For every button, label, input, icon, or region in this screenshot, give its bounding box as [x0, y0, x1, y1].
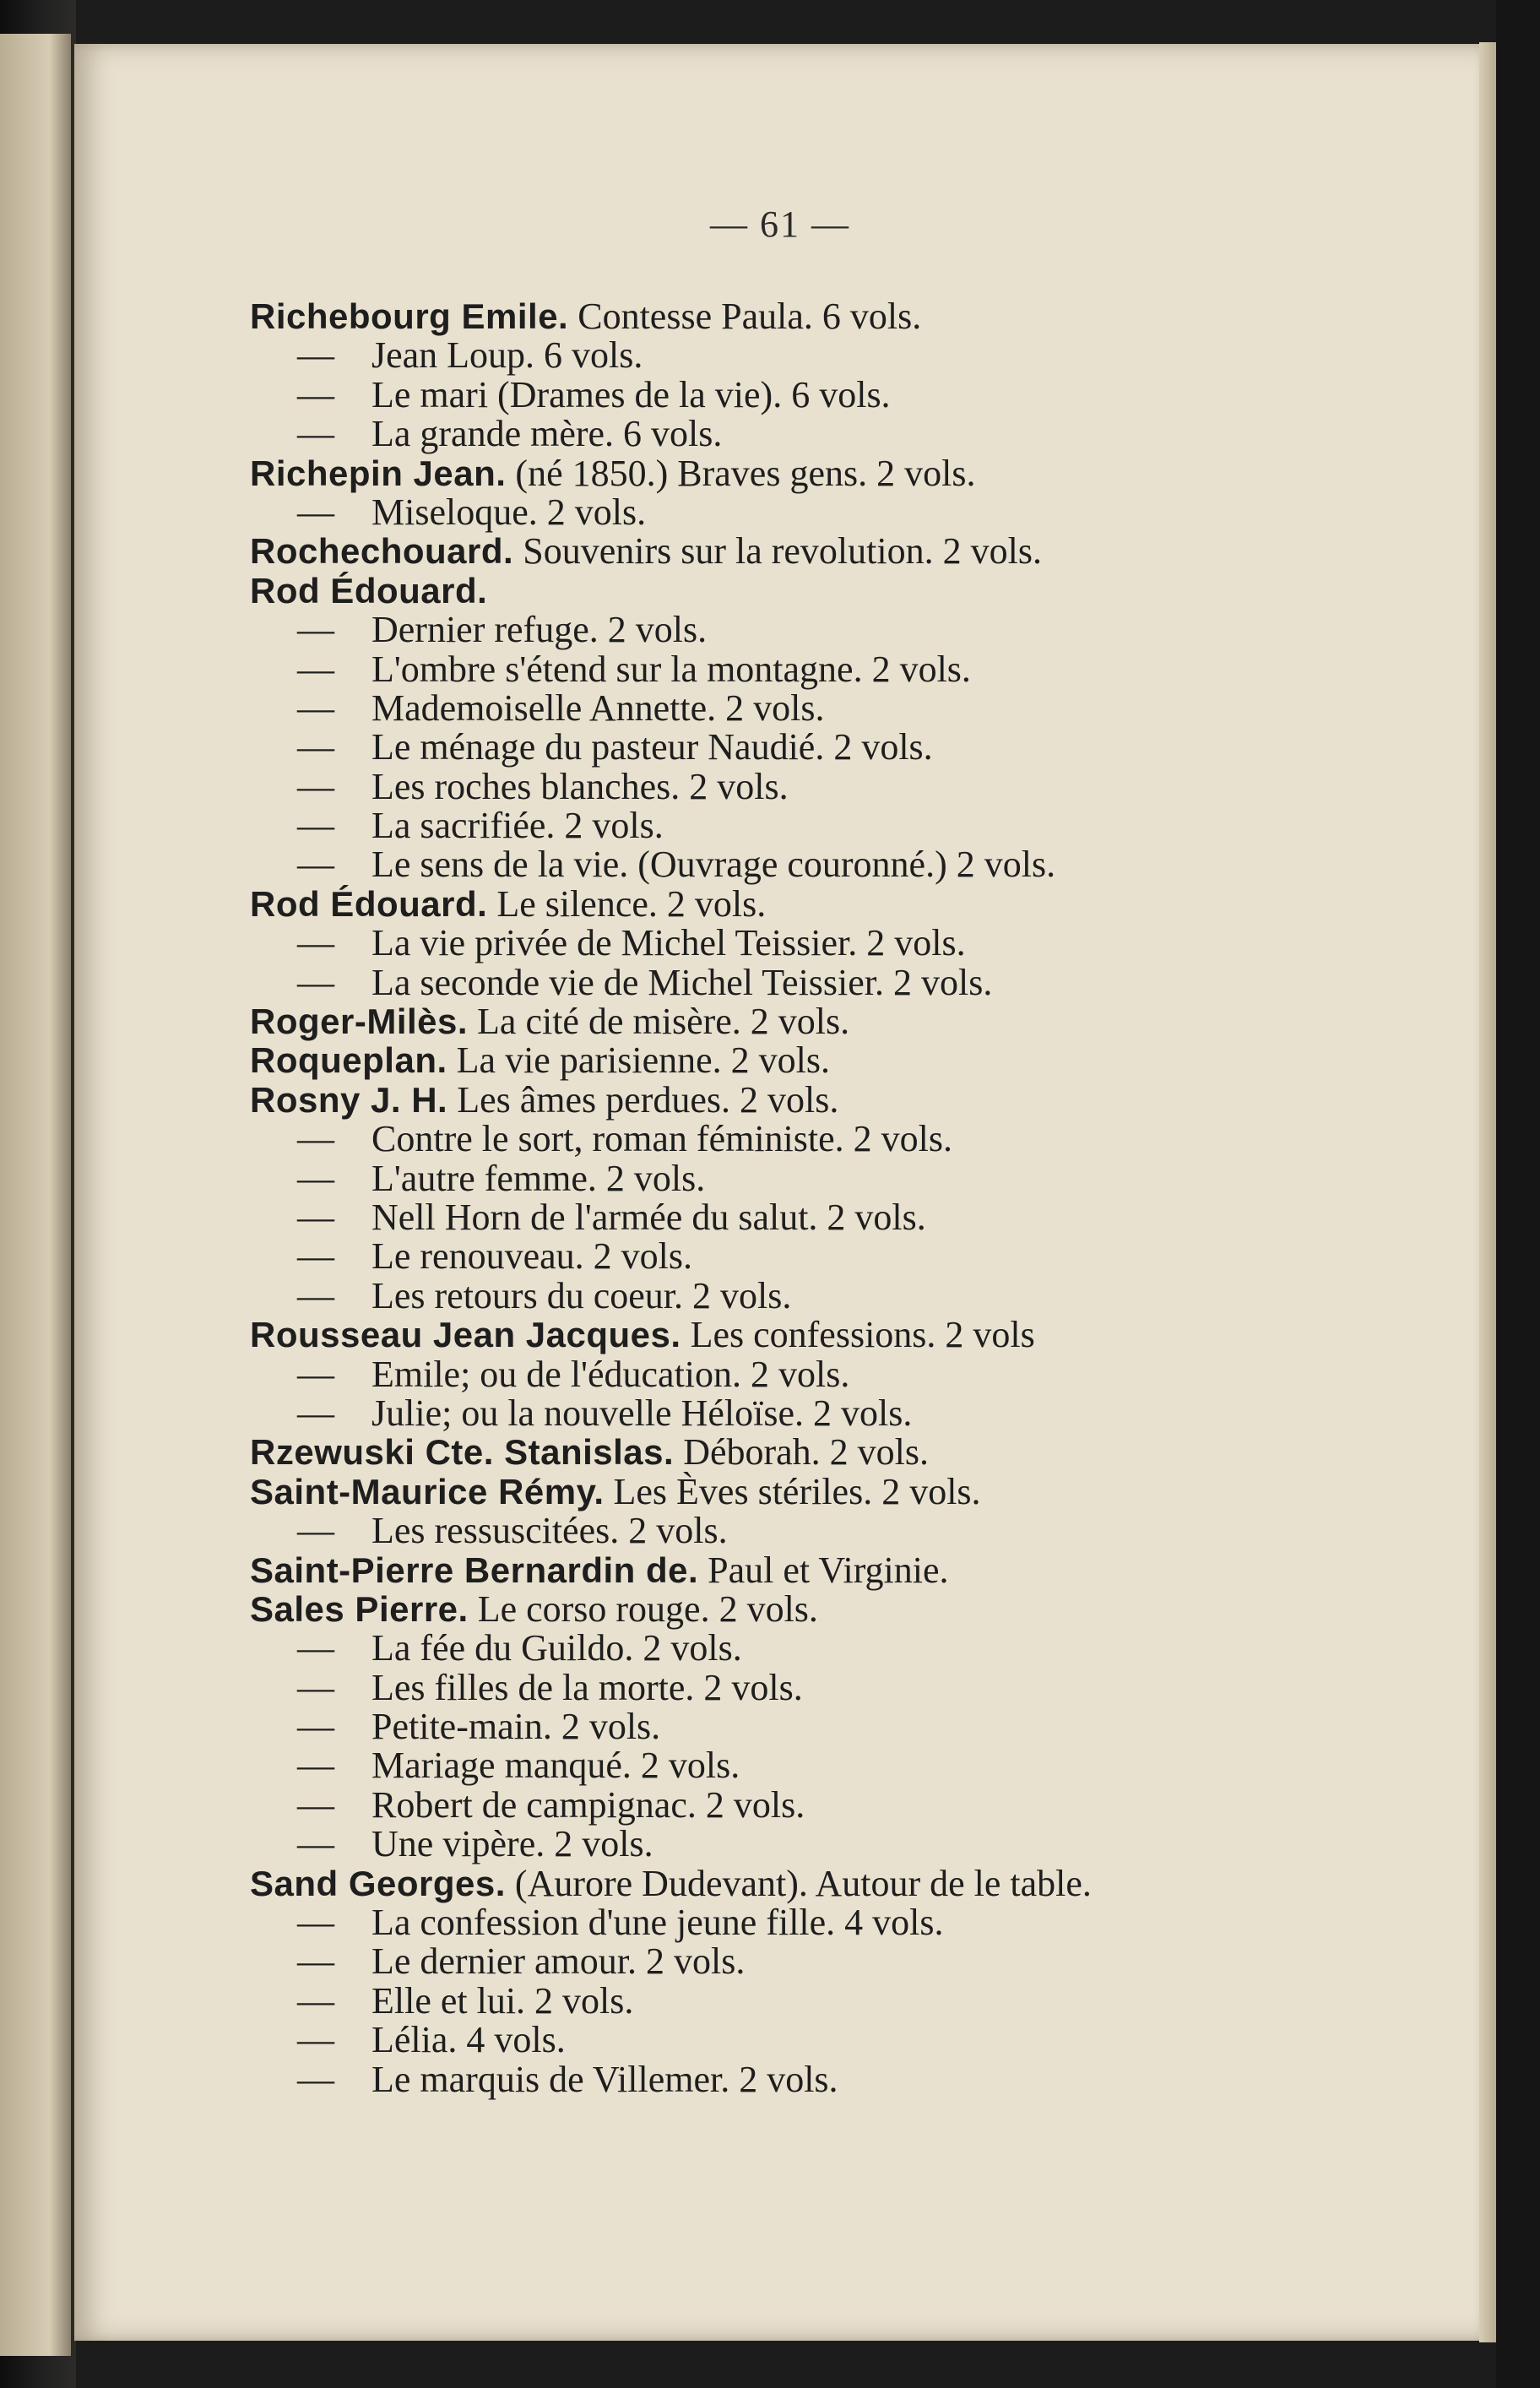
entry-text: Le silence. 2 vols.: [496, 882, 767, 925]
title-entry: [250, 2060, 1516, 2099]
catalog-entries: [250, 297, 1516, 2099]
ditto-dash: —: [297, 2019, 334, 2061]
ditto-dash: —: [297, 1706, 334, 1748]
title-entry: [250, 1198, 1516, 1237]
ditto-dash: —: [297, 1235, 334, 1278]
entry-text: Les confessions. 2 vols: [690, 1314, 1035, 1356]
title-entry: [250, 1979, 1516, 2022]
entry-text: Robert de campignac. 2 vols.: [371, 1783, 805, 1826]
ditto-dash: —: [297, 1196, 334, 1238]
title-entry: [250, 2021, 1516, 2060]
author-name: Richebourg Emile.: [250, 296, 569, 336]
entry-text: Souvenirs sur la revolution. 2 vols.: [523, 530, 1042, 573]
entry-text: La fée du Guildo. 2 vols.: [371, 1627, 742, 1669]
ditto-dash: —: [297, 687, 334, 729]
author-entry: [250, 1551, 1516, 1590]
entry-text: Mademoiselle Annette. 2 vols.: [371, 687, 825, 729]
entry-text: Dernier refuge. 2 vols.: [371, 609, 708, 651]
entry-text: Les ressuscitées. 2 vols.: [371, 1510, 728, 1552]
title-entry: [250, 806, 1516, 845]
title-entry: [250, 1707, 1516, 1746]
title-entry: [250, 1355, 1516, 1394]
page-number: — 61 —: [710, 204, 850, 245]
entry-text: Le sens de la vie. (Ouvrage couronné.) 2 vols.: [371, 844, 1056, 886]
ditto-dash: —: [297, 1940, 334, 1983]
cover-leather: [1496, 0, 1540, 2388]
ditto-dash: —: [297, 844, 334, 886]
author-entry: [250, 1470, 1516, 1512]
author-name: Rzewuski Cte. Stanislas.: [250, 1432, 675, 1473]
author-entry: [250, 1041, 1516, 1080]
ditto-dash: —: [297, 1627, 334, 1669]
ditto-dash: —: [297, 491, 334, 533]
ditto-dash: —: [297, 1745, 334, 1787]
entry-text: (né 1850.) Braves gens. 2 vols.: [515, 452, 976, 494]
entry-text: Le corso rouge. 2 vols.: [477, 1587, 818, 1630]
entry-text: Miseloque. 2 vols.: [371, 491, 647, 533]
title-entry: [250, 1237, 1516, 1276]
ditto-dash: —: [297, 1783, 334, 1826]
ditto-dash: —: [297, 609, 334, 651]
title-entry: [250, 1120, 1516, 1159]
entry-text: Contre le sort, roman féministe. 2 vols.: [371, 1118, 952, 1160]
ditto-dash: —: [297, 1392, 334, 1434]
book-page: [74, 44, 1486, 2341]
entry-text: Elle et lui. 2 vols.: [371, 1979, 634, 2022]
ditto-dash: —: [297, 2058, 334, 2100]
ditto-dash: —: [297, 413, 334, 455]
entry-text: La vie privée de Michel Teissier. 2 vols.: [371, 922, 966, 964]
entry-text: Le mari (Drames de la vie). 6 vols.: [371, 373, 891, 415]
author-name: Rod Édouard.: [250, 883, 488, 924]
ditto-dash: —: [297, 1510, 334, 1552]
entry-text: La seconde vie de Michel Teissier. 2 vols.: [371, 961, 993, 1003]
title-entry: [250, 1666, 1516, 1708]
ditto-dash: —: [297, 765, 334, 807]
entry-text: Déborah. 2 vols.: [683, 1431, 930, 1474]
author-entry: [250, 882, 1516, 925]
entry-text: Emile; ou de l'éducation. 2 vols.: [371, 1353, 850, 1395]
ditto-dash: —: [297, 334, 334, 377]
entry-text: (Aurore Dudevant). Autour de le table.: [514, 1862, 1092, 1904]
entry-text: Mariage manqué. 2 vols.: [371, 1745, 740, 1787]
ditto-dash: —: [297, 1274, 334, 1316]
ditto-dash: —: [297, 648, 334, 690]
title-entry: [250, 373, 1516, 415]
ditto-dash: —: [297, 1902, 334, 1944]
entry-text: Les filles de la morte. 2 vols.: [371, 1666, 803, 1708]
title-entry: [250, 336, 1516, 375]
author-entry: [250, 532, 1516, 571]
title-entry: [250, 493, 1516, 532]
author-entry: [250, 1433, 1516, 1472]
title-entry: [250, 1942, 1516, 1981]
title-entry: [250, 1274, 1516, 1316]
ditto-dash: —: [297, 373, 334, 415]
ditto-dash: —: [297, 922, 334, 964]
title-entry: [250, 924, 1516, 963]
ditto-dash: —: [297, 805, 334, 847]
entry-text: Lélia. 4 vols.: [371, 2019, 566, 2061]
author-name: Saint-Maurice Rémy.: [250, 1471, 605, 1511]
entry-text: La cité de misère. 2 vols.: [477, 1001, 850, 1043]
entry-text: Les âmes perdues. 2 vols.: [457, 1078, 839, 1121]
entry-text: Petite-main. 2 vols.: [371, 1706, 661, 1748]
author-entry: [250, 1078, 1516, 1121]
title-entry: [250, 1825, 1516, 1864]
author-name: Richepin Jean.: [250, 453, 507, 493]
title-entry: [250, 689, 1516, 728]
title-entry: [250, 963, 1516, 1002]
author-entry: [250, 297, 1516, 336]
entry-text: Julie; ou la nouvelle Héloïse. 2 vols.: [371, 1392, 913, 1434]
entry-text: La confession d'une jeune fille. 4 vols.: [371, 1902, 944, 1944]
author-name: Rochechouard.: [250, 531, 514, 572]
title-entry: [250, 765, 1516, 807]
title-entry: [250, 1511, 1516, 1550]
ditto-dash: —: [297, 1666, 334, 1708]
author-entry: [250, 572, 1516, 611]
entry-text: La grande mère. 6 vols.: [371, 413, 723, 455]
entry-text: Paul et Virginie.: [708, 1549, 949, 1591]
author-entry: [250, 1002, 1516, 1041]
entry-text: Le ménage du pasteur Naudié. 2 vols.: [371, 726, 933, 768]
entry-text: Les retours du coeur. 2 vols.: [371, 1274, 792, 1316]
author-entry: [250, 1587, 1516, 1630]
title-entry: [250, 1394, 1516, 1433]
entry-text: Une vipère. 2 vols.: [371, 1823, 653, 1865]
title-entry: [250, 1159, 1516, 1198]
ditto-dash: —: [297, 1118, 334, 1160]
author-name: Saint-Pierre Bernardin de.: [250, 1549, 699, 1590]
author-name: Rousseau Jean Jacques.: [250, 1315, 681, 1355]
entry-text: Contesse Paula. 6 vols.: [578, 296, 922, 337]
entry-text: Le dernier amour. 2 vols.: [371, 1940, 746, 1983]
author-entry: [250, 1316, 1516, 1354]
entry-text: Le marquis de Villemer. 2 vols.: [371, 2058, 838, 2100]
title-entry: [250, 1783, 1516, 1826]
title-entry: [250, 1903, 1516, 1942]
entry-text: Jean Loup. 6 vols.: [371, 334, 643, 377]
author-name: Roqueplan.: [250, 1040, 447, 1081]
page-stack-edge: [1479, 42, 1496, 2342]
entry-text: La vie parisienne. 2 vols.: [456, 1039, 830, 1082]
title-entry: [250, 728, 1516, 767]
title-entry: [250, 415, 1516, 453]
title-entry: [250, 1746, 1516, 1785]
entry-text: L'autre femme. 2 vols.: [371, 1157, 706, 1199]
entry-text: Le renouveau. 2 vols.: [371, 1235, 692, 1278]
ditto-dash: —: [297, 1157, 334, 1199]
title-entry: [250, 845, 1516, 884]
title-entry: [250, 650, 1516, 689]
author-name: Sand Georges.: [250, 1863, 506, 1903]
author-entry: [250, 454, 1516, 493]
ditto-dash: —: [297, 961, 334, 1003]
ditto-dash: —: [297, 726, 334, 768]
entry-text: Les Èves stériles. 2 vols.: [613, 1470, 981, 1512]
ditto-dash: —: [297, 1979, 334, 2022]
title-entry: [250, 1629, 1516, 1668]
author-name: Sales Pierre.: [250, 1588, 469, 1629]
entry-text: Les roches blanches. 2 vols.: [371, 765, 789, 807]
author-name: Rod Édouard.: [250, 570, 488, 611]
ditto-dash: —: [297, 1823, 334, 1865]
entry-text: L'ombre s'étend sur la montagne. 2 vols.: [371, 648, 971, 690]
title-entry: [250, 611, 1516, 649]
previous-page-edge: [0, 34, 71, 2356]
author-name: Rosny J. H.: [250, 1079, 448, 1120]
author-name: Roger-Milès.: [250, 1001, 469, 1042]
entry-text: Nell Horn de l'armée du salut. 2 vols.: [371, 1196, 926, 1238]
entry-text: La sacrifiée. 2 vols.: [371, 805, 664, 847]
ditto-dash: —: [297, 1353, 334, 1395]
author-entry: [250, 1864, 1516, 1903]
